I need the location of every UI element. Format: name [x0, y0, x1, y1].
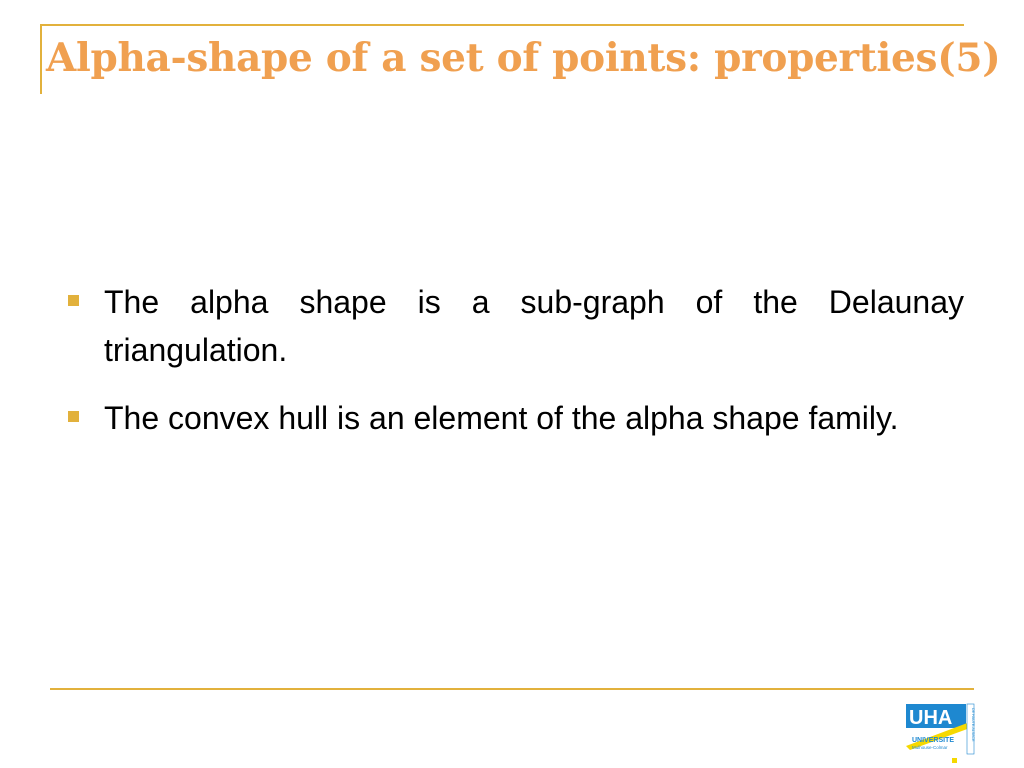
bullet-square-icon [68, 411, 79, 422]
bullet-square-icon [68, 295, 79, 306]
slide-title: Alpha-shape of a set of points: properties(5) [46, 35, 1001, 81]
title-frame-top-line [40, 24, 964, 26]
university-logo-icon [904, 702, 976, 764]
logo-yellow-dot [952, 758, 957, 763]
logo-side-text: DE HAUTE-ALSACE [971, 708, 975, 742]
bullet-text: The convex hull is an element of the alpha shape family. [104, 400, 899, 436]
bullet-list [64, 278, 964, 462]
logo-letters: UHA [909, 707, 953, 729]
bullet-text: The alpha shape is a sub-graph of the Delaunay triangulation. [104, 284, 964, 368]
bullet-item [64, 278, 964, 374]
logo-place: Mulhouse-Colmar [912, 745, 948, 750]
footer-rule [50, 688, 974, 690]
bullet-item [64, 394, 964, 442]
title-frame-left-line [40, 24, 42, 94]
logo-name: UNIVERSITE [912, 737, 955, 744]
